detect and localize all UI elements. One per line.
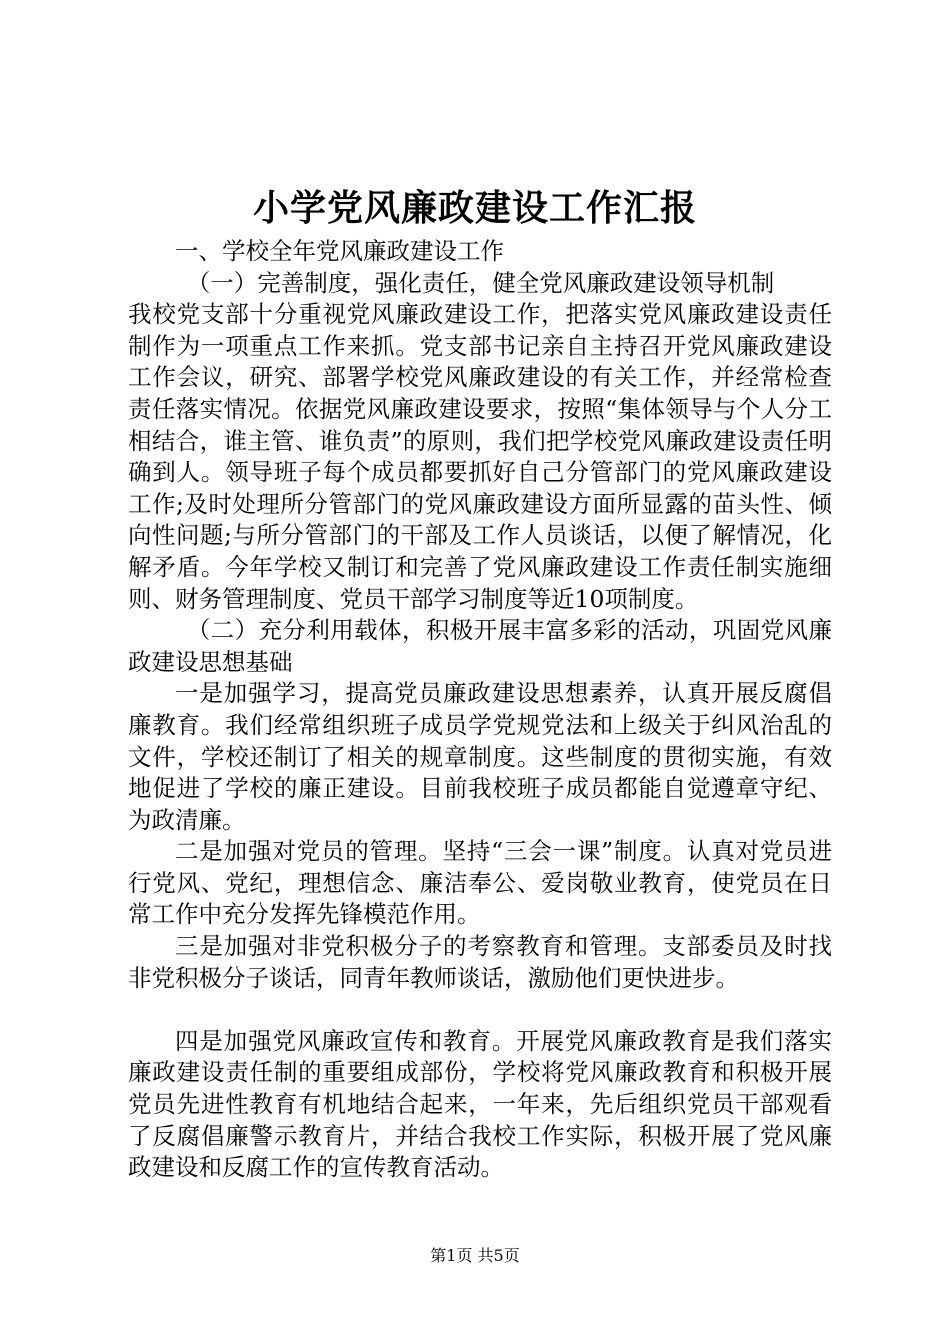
body-paragraph: 四是加强党风廉政宣传和教育。开展党风廉政教育是我们落实廉政建设责任制的重要组成部份，学校将党风廉政教育和积极开展党员先进性教育有机地结合起来，一年来，先后组织党员干部观看了反腐倡廉警示教育片，并结合我校工作实际，积极开展了党风廉政建设和反腐工作的宣传教育活动。 [128,1026,832,1182]
document-body [128,236,832,1184]
body-paragraph: 一是加强学习，提高党员廉政建设思想素养，认真开展反腐倡廉教育。我们经常组织班子成员学党规党法和上级关于纠风治乱的文件，学校还制订了相关的规章制度。这些制度的贯彻实施，有效地促进了学校的廉正建设。目前我校班子成员都能自觉遵章守纪、为政清廉。 [128,679,832,834]
subsection-heading: （一）完善制度，强化责任，健全党风廉政建设领导机制 [186,268,775,297]
section-heading: 一、学校全年党风廉政建设工作 [175,237,504,265]
page-footer: 第1页 共5页 [430,1246,520,1265]
body-paragraph: 二是加强对党员的管理。坚持“三会一课”制度。认真对党员进行党风、党纪，理想信念、廉洁奉公、爱岗敬业教育，使党员在日常工作中充分发挥先锋模范作用。 [128,837,832,929]
subsection-heading: （二）充分利用载体，积极开展丰富多彩的活动，巩固党风廉政建设思想基础 [128,616,832,676]
document-title: 小学党风廉政建设工作汇报 [252,187,697,229]
body-paragraph: 我校党支部十分重视党风廉政建设工作，把落实党风廉政建设责任制作为一项重点工作来抓。党支部书记亲自主持召开党风廉政建设工作会议，研究、部署学校党风廉政建设的有关工作，并经常检查责任落实情况。依据党风廉政建设要求，按照“集体领导与个人分工相结合，谁主管、谁负责”的原则，我们把学校党风廉政建设责任明确到人。领导班子每个成员都要抓好自己分管部门的党风廉政建设工作;及时处理所分管部门的党风廉政建设方面所显露的苗头性、倾向性问题;与所分管部门的干部及工作人员谈话，以便了解情况，化解矛盾。今年学校又制订和完善了党风廉政建设工作责任制实施细则、财务管理制度、党员干部学习制度等近10项制度。 [128,300,832,613]
body-paragraph: 三是加强对非党积极分子的考察教育和管理。支部委员及时找非党积极分子谈话，同青年教师谈话，激励他们更快进步。 [128,932,832,992]
